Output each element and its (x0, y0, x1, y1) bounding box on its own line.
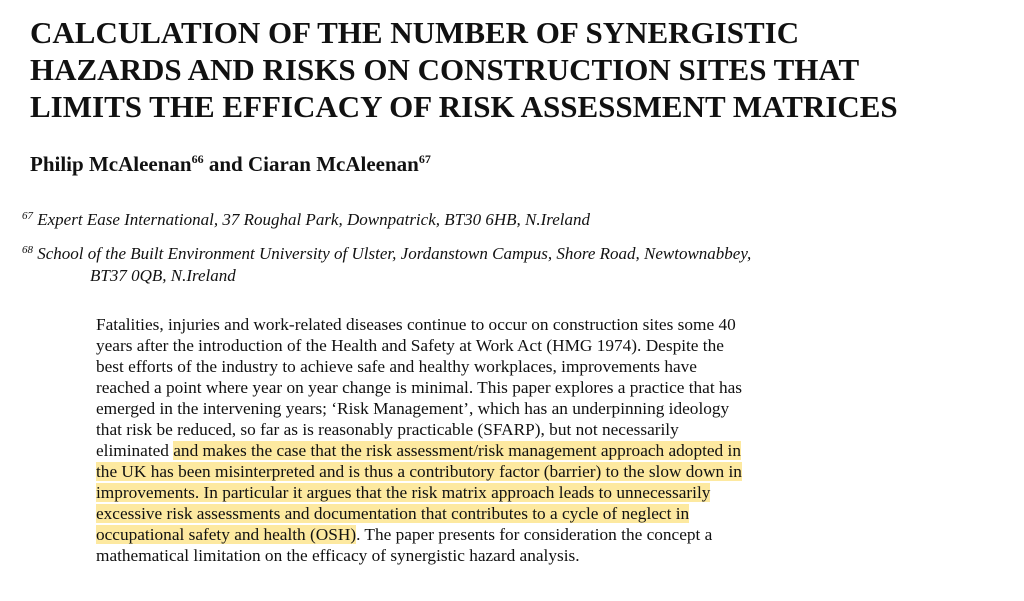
abstract-line: best efforts of the industry to achieve safe and healthy workplaces, improvements have (96, 357, 697, 376)
title-line: LIMITS THE EFFICACY OF RISK ASSESSMENT MATRICES (30, 89, 898, 124)
abstract (96, 314, 876, 566)
abstract-text: . The paper presents for consideration the concept a (356, 525, 713, 544)
affiliation-text-continued: BT37 0QB, N.Ireland (90, 266, 236, 285)
affiliation (22, 239, 751, 287)
abstract-line: emerged in the intervening years; ‘Risk Management’, which has an underpinning ideology (96, 399, 730, 418)
affiliation-marker: 67 (22, 210, 33, 222)
author-name: Philip McAleenan (30, 152, 192, 176)
highlighted-text: improvements. In particular it argues that the risk matrix approach leads to unnecessarily (96, 483, 711, 502)
highlighted-text: occupational safety and health (OSH) (96, 525, 357, 544)
affiliation-marker: 68 (22, 244, 33, 256)
abstract-text: eliminated (96, 441, 174, 460)
abstract-line (96, 461, 876, 482)
affiliation-text: Expert Ease International, 37 Roughal Park, Downpatrick, BT30 6HB, N.Ireland (33, 210, 590, 229)
affiliation-text: School of the Built Environment University of Ulster, Jordanstown Campus, Shore Road, Newtownabbey, (33, 244, 752, 263)
author-list (30, 152, 431, 177)
title-line: HAZARDS AND RISKS ON CONSTRUCTION SITES THAT (30, 52, 860, 87)
abstract-line: years after the introduction of the Health and Safety at Work Act (HMG 1974). Despite the (96, 336, 724, 355)
author-joiner: and (203, 152, 248, 176)
highlighted-text: excessive risk assessments and documentation that contributes to a cycle of neglect in (96, 504, 690, 523)
affiliation (22, 205, 590, 231)
highlighted-text: and makes the case that the risk assessment/risk management approach adopted in (173, 441, 741, 460)
paper-title (30, 14, 1010, 125)
abstract-line (96, 440, 876, 461)
title-line: CALCULATION OF THE NUMBER OF SYNERGISTIC (30, 15, 800, 50)
abstract-line (96, 503, 876, 524)
abstract-line (96, 482, 876, 503)
highlighted-text: the UK has been misinterpreted and is thus a contributory factor (barrier) to the slow down in (96, 462, 742, 481)
abstract-line: that risk be reduced, so far as is reasonably practicable (SFARP), but not necessarily (96, 420, 679, 439)
abstract-line (96, 524, 876, 545)
author-footnote-marker: 66 (191, 152, 204, 166)
abstract-line: Fatalities, injuries and work-related diseases continue to occur on construction sites some 40 (96, 315, 736, 334)
abstract-line: mathematical limitation on the efficacy of synergistic hazard analysis. (96, 546, 580, 565)
author-footnote-marker: 67 (418, 152, 431, 166)
author-name: Ciaran McAleenan (247, 152, 419, 176)
abstract-line: reached a point where year on year change is minimal. This paper explores a practice that has (96, 378, 743, 397)
